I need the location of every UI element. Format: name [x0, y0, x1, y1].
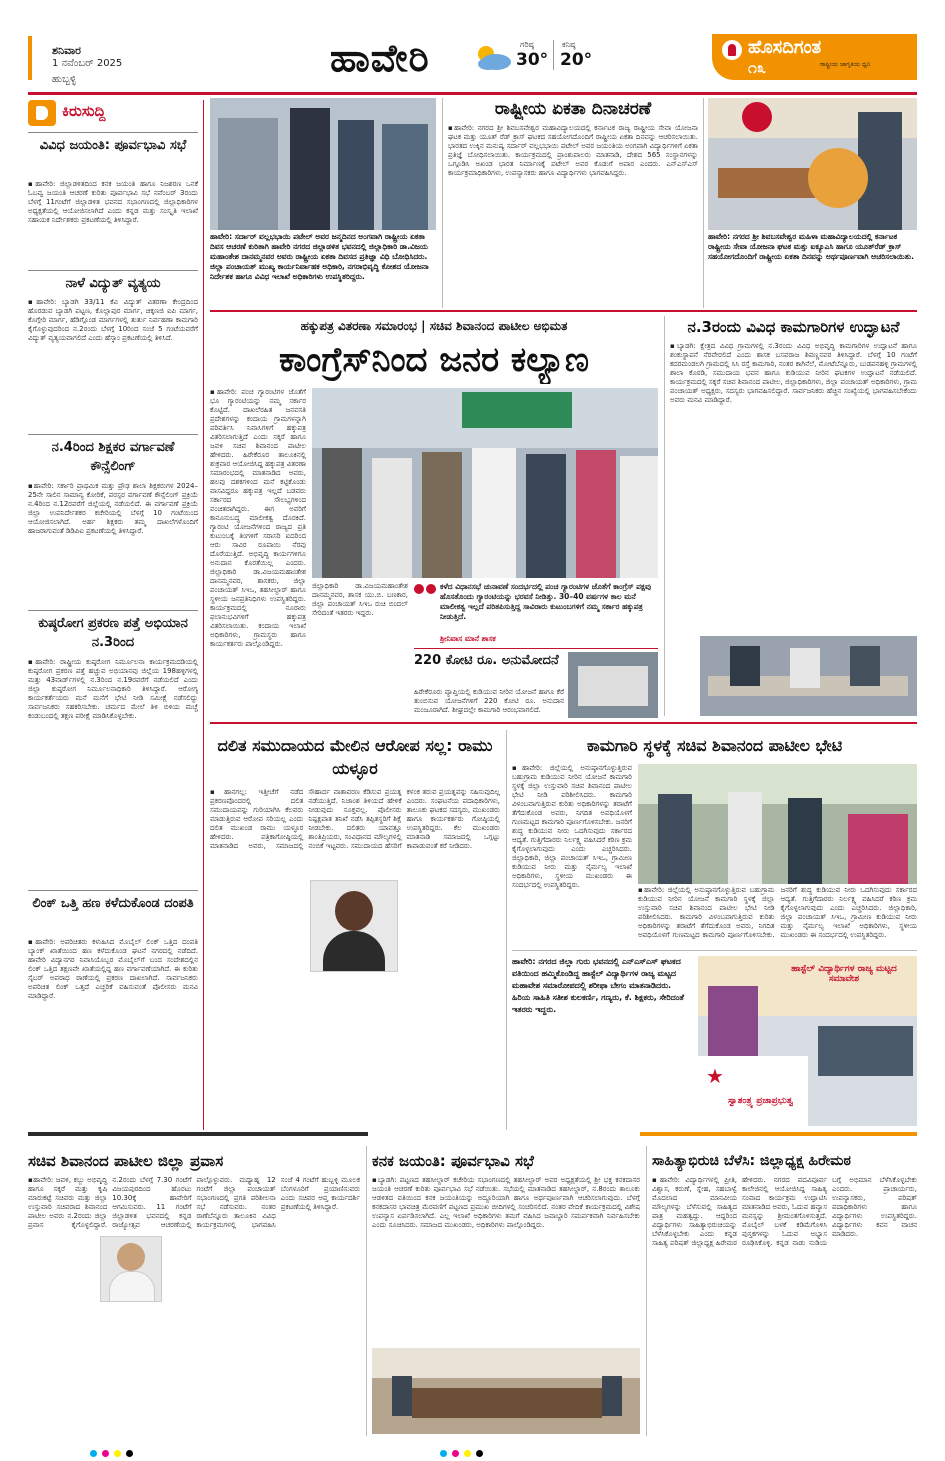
temp-divider: [553, 40, 554, 70]
ramu-headline: ದಲಿತ ಸಮುದಾಯದ ಮೇಲಿನ ಆರೋಪ ಸಲ್ಲ: ರಾಮು ಯಳ್ಳೂರ: [217, 736, 493, 778]
ekata-event-caption: ಹಾವೇರಿ: ನಗರದ ಶ್ರೀ ಶಿವಬಸವೇಶ್ವರ ಮಹಿಳಾ ಮಹಾವಿದ್ಯಾಲಯದಲ್ಲಿ ಕರ್ನಾಟಕ ರಾಷ್ಟ್ರೀಯ ಸೇವಾ ಯೋಜನಾ ಘಟಕ ಮತ್ತು ಐಕ್ಯೂಎಸಿ ಹಾಗೂ ಯೂತ್‌ರೆಡ್ ಕ್ರಾಸ್ ಸಹಯೋಗದೊಂದಿಗೆ ರಾಷ್ಟ್ರೀಯ ಏಕತಾ ದಿನವನ್ನು ಅರ್ಥಪೂರ್ಣವಾಗಿ ಆಚರಿಸಲಾಯಿತು.: [708, 232, 917, 304]
date-accent-bar: [28, 36, 32, 80]
hostel-photo: [698, 956, 917, 1126]
date-label: 1 ನವೆಂಬರ್ 2025: [52, 58, 123, 69]
masthead: [0, 0, 945, 92]
hostel-caption: ಹಾವೇರಿ: ನಗರದ ಜಿಲ್ಲಾ ಗುರು ಭವನದಲ್ಲಿ ಎನ್ಎಸ್ಎಸ್ ಘಟಕದ ವತಿಯಿಂದ ಹಮ್ಮಿಕೊಂಡಿದ್ದ ಹಾಸ್ಟೆಲ್ ವಿದ್ಯಾರ್ಥಿಗಳ ರಾಜ್ಯ ಮಟ್ಟದ ಮಹಾವೇಶ ಸಮಾರೋಪದಲ್ಲಿ ಶರೀಫಾ ಬೇಗಂ ಮಾತನಾಡಿದರು. ಹಿರಿಯ ಸಾಹಿತಿ ಸತೀಶ ಕುಲಕರ್ಣಿ, ಗಣ್ಯರು, ಕೆ. ಶಿಕ್ಷಕರು, ಸೇರಿದಂತೆ ಇತರರು ಇದ್ದರು.: [512, 956, 692, 1126]
kirusuddi-headline-1: ವಿವಿಧ ಜಯಂತಿ: ಪೂರ್ವಭಾವಿ ಸಭೆ: [39, 138, 187, 153]
main-photo: [312, 388, 658, 578]
weather-cloud-sun-icon: [470, 42, 514, 72]
ekata-headline: ರಾಷ್ಟ್ರೀಯ ಏಕತಾ ದಿನಾಚರಣೆ: [494, 99, 652, 119]
kamagari-text: ▪ಹಾವೇರಿ: ಜಿಲ್ಲೆಯಲ್ಲಿ ಅನುಷ್ಠಾನಗೊಳ್ಳುತ್ತಿರುವ ಬಹುಗ್ರಾಮ ಕುಡಿಯುವ ನೀರಿನ ಯೋಜನೆ ಕಾಮಗಾರಿ ಸ್ಥಳಕ್ಕೆ ಜಿಲ್ಲಾ ಉಸ್ತುವಾರಿ ಸಚಿವ ಶಿವಾನಂದ ಪಾಟೀಲ ಭೇಟಿ ನೀಡಿ ಪರಿಶೀಲಿಸಿದರು. ಕಾಮಗಾರಿ ವಿಳಂಬವಾಗುತ್ತಿರುವ ಕುರಿತು ಅಧಿಕಾರಿಗಳನ್ನು ತರಾಟೆಗೆ ತೆಗೆದುಕೊಂಡ ಅವರು, ನಿಗದಿತ ಅವಧಿಯೊಳಗೆ ಗುಣಮಟ್ಟದ ಕಾಮಗಾರಿ ಪೂರ್ಣಗೊಳಿಸಬೇಕು. ಜನರಿಗೆ ಶುದ್ಧ ಕುಡಿಯುವ ನೀರು ಒದಗಿಸುವುದು ಸರ್ಕಾರದ ಆದ್ಯತೆ. ಗುತ್ತಿಗೆದಾರರು ನಿರ್ಲಕ್ಷ್ಯ ವಹಿಸಿದರೆ ಕಠಿಣ ಕ್ರಮ ಕೈಗೊಳ್ಳಲಾಗುವುದು ಎಂದು ಎಚ್ಚರಿಸಿದರು. ಜಿಲ್ಲಾಧಿಕಾರಿ, ಜಿಲ್ಲಾ ಪಂಚಾಯತ್ ಸಿಇಒ, ಗ್ರಾಮೀಣ ಕುಡಿಯುವ ನೀರು ಮತ್ತು ನೈರ್ಮಲ್ಯ ಇಲಾಖೆ ಅಧಿಕಾರಿಗಳು, ಸ್ಥಳೀಯ ಮುಖಂಡರು ಈ ಸಂದರ್ಭದಲ್ಲಿ ಉಪಸ್ಥಿತರಿದ್ದರು.: [512, 764, 632, 889]
main-text: ▪ಹಾವೇರಿ: ಪಂಚ ಗ್ಯಾರಂಟಿಗಳ ಜೊತೆಗೆ ಭೂ ಗ್ಯಾರಂಟಿಯನ್ನು ನಮ್ಮ ಸರ್ಕಾರ ಕೊಟ್ಟಿದೆ. ದಾಖಲೆರಹಿತ ಜನವಸತಿ ಪ್ರದೇಶಗಳನ್ನು ಕಂದಾಯ ಗ್ರಾಮಗಳನ್ನಾಗಿ ಪರಿವರ್ತಿಸಿ ನಿವಾಸಿಗಳಿಗೆ ಹಕ್ಕುಪತ್ರ ವಿತರಿಸಲಾಗುತ್ತಿದೆ ಎಂದು ಸಕ್ಕರೆ ಹಾಗೂ ಜವಳಿ ಸಚಿವ ಶಿವಾನಂದ ಪಾಟೀಲ ಹೇಳಿದರು. ಹಿರೇಕೆರೂರ ತಾಲೂಕಿನಲ್ಲಿ ಶುಕ್ರವಾರ ಆಯೋಜಿಸಿದ್ದ ಹಕ್ಕುಪತ್ರ ವಿತರಣಾ ಸಮಾರಂಭದಲ್ಲಿ ಮಾತನಾಡಿದ ಅವರು, ಹಲವು ದಶಕಗಳಿಂದ ಮನೆ ಕಟ್ಟಿಕೊಂಡು ವಾಸವಿದ್ದರೂ ಹಕ್ಕುಪತ್ರ ಇಲ್ಲದೆ ಬಡವರು ಸರ್ಕಾರದ ಸೌಲಭ್ಯಗಳಿಂದ ವಂಚಿತರಾಗಿದ್ದರು. ಈಗ ಅವರಿಗೆ ಕಾನೂನುಬದ್ಧ ಮಾಲೀಕತ್ವ ದೊರಕಿದೆ. ಗ್ಯಾರಂಟಿ ಯೋಜನೆಗಳಿಂದ ರಾಜ್ಯದ ಪ್ರತಿ ಕುಟುಂಬಕ್ಕೆ ತಿಂಗಳಿಗೆ ಸರಾಸರಿ ಐದರಿಂದ ಆರು ಸಾವಿರ ರೂಪಾಯಿ ನೆರವು ದೊರೆಯುತ್ತಿದೆ. ಅಭಿವೃದ್ಧಿ ಕಾರ್ಯಗಳಿಗೂ ಅನುದಾನ ಕೊರತೆಯಿಲ್ಲ ಎಂದರು. ಜಿಲ್ಲಾಧಿಕಾರಿ ಡಾ.ವಿಜಯಮಹಾಂತೇಶ ದಾನಮ್ಮನವರ, ಶಾಸಕರು, ಜಿಲ್ಲಾ ಪಂಚಾಯತ್ ಸಿಇಒ, ತಹಸೀಲ್ದಾರ್ ಹಾಗೂ ಸ್ಥಳೀಯ ಜನಪ್ರತಿನಿಧಿಗಳು ಉಪಸ್ಥಿತರಿದ್ದರು. ಕಾರ್ಯಕ್ರಮದಲ್ಲಿ ನೂರಾರು ಫಲಾನುಭವಿಗಳಿಗೆ ಹಕ್ಕುಪತ್ರ ವಿತರಿಸಲಾಯಿತು. ಕಂದಾಯ ಇಲಾಖೆ ಅಧಿಕಾರಿಗಳು, ಗ್ರಾಮಸ್ಥರು ಹಾಗೂ ಕಾರ್ಯಕರ್ತರು ಪಾಲ್ಗೊಂಡಿದ್ದರು.: [210, 388, 306, 648]
kamagari-photo: [638, 764, 917, 884]
main-box-headline: 220 ಕೋಟಿ ರೂ. ಅನುಮೋದನೆ: [414, 653, 559, 668]
kirusuddi-headline-5: ಲಿಂಕ್ ಒತ್ತಿ ಹಣ ಕಳೆದುಕೊಂಡ ದಂಪತಿ: [32, 896, 194, 911]
city-label: ಹುಬ್ಬಳ್ಳಿ: [52, 74, 77, 85]
ekata-pledge-photo: [210, 98, 436, 230]
main-small-photo: [568, 652, 658, 718]
ramu-portrait: [310, 880, 398, 972]
bottom-text-3: ▪ಹಾವೇರಿ: ವಿದ್ಯಾರ್ಥಿಗಳಲ್ಲಿ ಪ್ರೀತಿ, ವಿಶ್ವಾಸ, ಕರುಣೆ, ಸ್ನೇಹ, ಸಹಬಾಳ್ವೆ ಮೊದಲಾದ ಮಾನವೀಯ ಮೌಲ್ಯಗಳನ್ನು ಬೆಳೆಸುವಲ್ಲಿ ಸಾಹಿತ್ಯದ ಪಾತ್ರ ಮಹತ್ವದ್ದು. ಆದ್ದರಿಂದ ವಿದ್ಯಾರ್ಥಿಗಳು ಸಾಹಿತ್ಯಾಭಿರುಚಿಯನ್ನು ಬೆಳೆಸಿಕೊಳ್ಳಬೇಕು ಎಂದು ಕನ್ನಡ ಸಾಹಿತ್ಯ ಪರಿಷತ್ ಜಿಲ್ಲಾಧ್ಯಕ್ಷ ಹಿರೇಮಠ ಹೇಳಿದರು. ನಗರದ ಪದವಿಪೂರ್ವ ಕಾಲೇಜಿನಲ್ಲಿ ಆಯೋಜಿಸಿದ್ದ ಸಾಹಿತ್ಯ ಸಂವಾದ ಕಾರ್ಯಕ್ರಮ ಉದ್ಘಾಟಿಸಿ ಮಾತನಾಡಿದ ಅವರು, ಓದುವ ಹವ್ಯಾಸ ಮನಸ್ಸನ್ನು ಶ್ರೀಮಂತಗೊಳಿಸುತ್ತದೆ. ಮೊಬೈಲ್ ಬಳಕೆ ಕಡಿಮೆಗೊಳಿಸಿ ಪುಸ್ತಕಗಳನ್ನು ಓದುವ ಅಭ್ಯಾಸ ರೂಢಿಸಿಕೊಳ್ಳಿ. ಕನ್ನಡ ನಾಡು ನುಡಿಯ ಬಗ್ಗೆ ಅಭಿಮಾನ ಬೆಳೆಸಿಕೊಳ್ಳಬೇಕು ಎಂದರು. ಪ್ರಾಚಾರ್ಯರು, ಉಪನ್ಯಾಸಕರು, ಪರಿಷತ್ ಪದಾಧಿಕಾರಿಗಳು ಹಾಗೂ ವಿದ್ಯಾರ್ಥಿಗಳು ಉಪಸ್ಥಿತರಿದ್ದರು. ವಿದ್ಯಾರ್ಥಿಗಳು ಕವನ ವಾಚನ ಮಾಡಿದರು.: [652, 1176, 917, 1247]
paper-tagline: ರಾಷ್ಟ್ರೀಯ ಜಾಗೃತಿಯ ಧ್ವನಿ: [820, 61, 871, 68]
n3-text: ▪ಬ್ಯಾಡಗಿ: ಕ್ಷೇತ್ರದ ವಿವಿಧ ಗ್ರಾಮಗಳಲ್ಲಿ ನ.3ರಂದು ವಿವಿಧ ಅಭಿವೃದ್ಧಿ ಕಾಮಗಾರಿಗಳ ಉದ್ಘಾಟನೆ ಹಾಗೂ ಶಂಕುಸ್ಥಾಪನೆ ನೆರವೇರಲಿದೆ ಎಂದು ಶಾಸಕ ಬಸವರಾಜ ಶಿವಣ್ಣನವರ ತಿಳಿಸಿದ್ದಾರೆ. ಬೆಳಗ್ಗೆ 10 ಗಂಟೆಗೆ ಕದರಮಂಡಲಗಿ ಗ್ರಾಮದಲ್ಲಿ ಸಿಸಿ ರಸ್ತೆ ಕಾಮಗಾರಿ, ನಂತರ ಕಾಗಿನೆಲೆ, ಮೋಟೆಬೆನ್ನೂರು, ಬುಡಪನಹಳ್ಳಿ ಗ್ರಾಮಗಳಲ್ಲಿ ಶಾಲಾ ಕೊಠಡಿ, ಸಮುದಾಯ ಭವನ ಹಾಗೂ ಕುಡಿಯುವ ನೀರಿನ ಘಟಕಗಳ ಉದ್ಘಾಟನೆ ನಡೆಯಲಿದೆ. ಕಾರ್ಯಕ್ರಮದಲ್ಲಿ ಸಕ್ಕರೆ ಸಚಿವ ಶಿವಾನಂದ ಪಾಟೀಲ, ಜಿಲ್ಲಾಧಿಕಾರಿಗಳು, ಜಿಲ್ಲಾ ಪಂಚಾಯತ್ ಅಧಿಕಾರಿಗಳು, ಗ್ರಾಮ ಪಂಚಾಯತ್ ಅಧ್ಯಕ್ಷರು, ಸದಸ್ಯರು ಭಾಗವಹಿಸಲಿದ್ದಾರೆ. ಸಾರ್ವಜನಿಕರು ಹೆಚ್ಚಿನ ಸಂಖ್ಯೆಯಲ್ಲಿ ಭಾಗವಹಿಸಬೇಕೆಂದು ಅವರು ಮನವಿ ಮಾಡಿದ್ದಾರೆ.: [670, 342, 917, 404]
kirusuddi-title: ಕಿರುಸುದ್ದಿ: [62, 102, 106, 120]
ramu-text: ▪ಹಾನಗಲ್ಲ: ಇತ್ತೀಚೆಗೆ ನಡೆದ ಪ್ರಕರಣವೊಂದರಲ್ಲಿ ದಲಿತ ಸಮುದಾಯವನ್ನು ಗುರಿಯಾಗಿಸಿ ಕೆಲವರು ಮಾಡುತ್ತಿರುವ ಆರೋಪ ಸರಿಯಲ್ಲ ಎಂದು ದಲಿತ ಮುಖಂಡ ರಾಮು ಯಳ್ಳೂರ ಹೇಳಿದರು. ಪತ್ರಿಕಾಗೋಷ್ಠಿಯಲ್ಲಿ ಮಾತನಾಡಿದ ಅವರು, ಸಮಾಜದಲ್ಲಿ ಸೌಹಾರ್ದ ವಾತಾವರಣ ಕೆಡಿಸುವ ಪ್ರಯತ್ನ ನಡೆಯುತ್ತಿದೆ. ನಿಜಾಂಶ ತಿಳಿಯದೆ ಹೇಳಿಕೆ ನೀಡುವುದು ಸೂಕ್ತವಲ್ಲ. ಪೊಲೀಸರು ನಿಷ್ಪಕ್ಷಪಾತ ತನಿಖೆ ನಡೆಸಿ ತಪ್ಪಿತಸ್ಥರಿಗೆ ಶಿಕ್ಷೆ ನೀಡಬೇಕು. ದಲಿತರು ಯಾವತ್ತೂ ಶಾಂತಿಪ್ರಿಯರು, ಸಂವಿಧಾನದ ಮೌಲ್ಯಗಳಲ್ಲಿ ನಂಬಿಕೆ ಇಟ್ಟವರು. ಸಮುದಾಯದ ಹೆಸರಿಗೆ ಕಳಂಕ ತರುವ ಪ್ರಯತ್ನವನ್ನು ಸಹಿಸುವುದಿಲ್ಲ ಎಂದರು. ಸಂಘಟನೆಯ ಪದಾಧಿಕಾರಿಗಳು, ತಾಲೂಕು ಘಟಕದ ಸದಸ್ಯರು, ಮುಖಂಡರು ಹಾಗೂ ಕಾರ್ಯಕರ್ತರು ಗೋಷ್ಠಿಯಲ್ಲಿ ಉಪಸ್ಥಿತರಿದ್ದರು. ಕೆಲ ಮುಖಂಡರು ಮಾತನಾಡಿ ಸಮಾಜದಲ್ಲಿ ಒಗ್ಗಟ್ಟು ಕಾಪಾಡುವಂತೆ ಕರೆ ನೀಡಿದರು.: [210, 788, 500, 850]
kirusuddi-text-1: ▪ಹಾವೇರಿ: ಜಿಲ್ಲಾಡಳಿತದಿಂದ ಕನಕ ಜಯಂತಿ ಹಾಗೂ ನಿಜಶರಣ ಒನಕೆ ಓಬವ್ವ ಜಯಂತಿ ಆಚರಣೆ ಕುರಿತು ಪೂರ್ವಭಾವಿ ಸಭೆ ನವೆಂಬರ್ 3ರಂದು ಬೆಳಗ್ಗೆ 11ಗಂಟೆಗೆ ಜಿಲ್ಲಾಡಳಿತ ಭವನದ ಸಭಾಂಗಣದಲ್ಲಿ ಜಿಲ್ಲಾಧಿಕಾರಿಗಳ ಅಧ್ಯಕ್ಷತೆಯಲ್ಲಿ ಆಯೋಜಿಸಲಾಗಿದೆ ಎಂದು ಕನ್ನಡ ಮತ್ತು ಸಂಸ್ಕೃತಿ ಇಲಾಖೆ ಸಹಾಯಕ ನಿರ್ದೇಶಕರು ಪ್ರಕಟಣೆಯಲ್ಲಿ ತಿಳಿಸಿದ್ದಾರೆ.: [28, 180, 198, 224]
n3-headline: ನ.3ರಂದು ವಿವಿಧ ಕಾಮಗಾರಿಗಳ ಉದ್ಘಾಟನೆ: [687, 318, 900, 336]
hostel-banner-2: ಸ್ವಾತಂತ್ರ್ಯ ಪ್ರಜಾಪ್ರಭುತ್ವ: [728, 1096, 794, 1106]
kirusuddi-text-2: ▪ಹಾವೇರಿ: ಬ್ಯಾಡಗಿ 33/11 ಕೆವಿ ವಿದ್ಯುತ್ ವಿತರಣಾ ಕೇಂದ್ರದಿಂದ ಹೊರಡುವ ಬ್ಯಾಡಗಿ ಪಟ್ಟಣ, ಕೊಲ್ಲಾಪುರ ಮಾರ್ಗ, ಚಿಕ್ಕಣಜಿ ಐಪಿ ಮಾರ್ಗ, ಕೊಗ್ಗೇರಿ ಮಾರ್ಗ, ಹೆಡಿಗ್ಗೊಂಡ ಮಾರ್ಗಗಳಲ್ಲಿ ತುರ್ತು ನಿರ್ವಹಣಾ ಕಾಮಗಾರಿ ಕೈಗೊಳ್ಳುವುದರಿಂದ ನ.2ರಂದು ಬೆಳಗ್ಗೆ 10ರಿಂದ ಸಂಜೆ 5 ಗಂಟೆಯವರೆಗೆ ವಿದ್ಯುತ್ ವ್ಯತ್ಯಯವಾಗಲಿದೆ ಎಂದು ಹೆಸ್ಕಾಂ ಪ್ರಕಟಣೆಯಲ್ಲಿ ತಿಳಿಸಿದೆ.: [28, 298, 198, 342]
main-kicker: ಹಕ್ಕುಪತ್ರ ವಿತರಣಾ ಸಮಾರಂಭ | ಸಚಿವ ಶಿವಾನಂದ ಪಾಟೀಲ ಅಭಿಮತ: [300, 319, 568, 333]
kamagari-headline: ಕಾಮಗಾರಿ ಸ್ಥಳಕ್ಕೆ ಸಚಿವ ಶಿವಾನಂದ ಪಾಟೀಲ ಭೇಟಿ: [586, 736, 843, 755]
bottom-text-2: ▪ಬ್ಯಾಡಗಿ: ಪಟ್ಟಣದ ತಹಸೀಲ್ದಾರ್ ಕಚೇರಿಯ ಸಭಾಂಗಣದಲ್ಲಿ ತಹಸೀಲ್ದಾರ್ ಅವರ ಅಧ್ಯಕ್ಷತೆಯಲ್ಲಿ ಶ್ರೀ ಭಕ್ತ ಕನಕದಾಸರ ಜಯಂತಿ ಆಚರಣೆ ಕುರಿತು ಪೂರ್ವಭಾವಿ ಸಭೆ ನಡೆಯಿತು. ಸಭೆಯಲ್ಲಿ ಮಾತನಾಡಿದ ತಹಸೀಲ್ದಾರ್, ನ.8ರಂದು ತಾಲೂಕು ಆಡಳಿತದ ವತಿಯಿಂದ ಕನಕ ಜಯಂತಿಯನ್ನು ಅದ್ದೂರಿಯಾಗಿ ಹಾಗೂ ಅರ್ಥಪೂರ್ಣವಾಗಿ ಆಚರಿಸಲಾಗುವುದು. ಬೆಳಗ್ಗೆ ಕನಕದಾಸರ ಭಾವಚಿತ್ರ ಮೆರವಣಿಗೆ ಪಟ್ಟಣದ ಪ್ರಮುಖ ಬೀದಿಗಳಲ್ಲಿ ಸಂಚರಿಸಲಿದೆ. ನಂತರ ವೇದಿಕೆ ಕಾರ್ಯಕ್ರಮದಲ್ಲಿ ವಿಶೇಷ ಉಪನ್ಯಾಸ ಏರ್ಪಡಿಸಲಾಗಿದೆ. ಎಲ್ಲ ಇಲಾಖೆ ಅಧಿಕಾರಿಗಳು ತಮಗೆ ವಹಿಸಿದ ಜವಾಬ್ದಾರಿ ಸಮರ್ಪಕವಾಗಿ ನಿರ್ವಹಿಸಬೇಕು ಎಂದು ಸೂಚಿಸಿದರು. ಸಮಾಜದ ಮುಖಂಡರು, ಅಧಿಕಾರಿಗಳು ಪಾಲ್ಗೊಂಡಿದ್ದರು.: [372, 1176, 640, 1229]
ekata-text: ▪ಹಾವೇರಿ: ನಗರದ ಶ್ರೀ ಶಿವಬಸವೇಶ್ವರ ಮಹಾವಿದ್ಯಾಲಯದಲ್ಲಿ ಕರ್ನಾಟಕ ರಾಜ್ಯ ರಾಷ್ಟ್ರೀಯ ಸೇವಾ ಯೋಜನಾ ಘಟಕ ಮತ್ತು ಯೂತ್ ರೆಡ್ ಕ್ರಾಸ್ ಘಟಕದ ಸಹಯೋಗದೊಂದಿಗೆ ರಾಷ್ಟ್ರೀಯ ಏಕತಾ ದಿನವನ್ನು ಆಚರಿಸಲಾಯಿತು. ಭಾರತದ ಉಕ್ಕಿನ ಮನುಷ್ಯ ಸರ್ದಾರ್ ವಲ್ಲಭಭಾಯಿ ಪಟೇಲ್ ಅವರ ಜಯಂತಿಯ ಅಂಗವಾಗಿ ವಿದ್ಯಾರ್ಥಿಗಳಿಗೆ ಏಕತಾ ಪ್ರತಿಜ್ಞೆ ಬೋಧಿಸಲಾಯಿತು. ಕಾರ್ಯಕ್ರಮದಲ್ಲಿ ಪ್ರಾಂಶುಪಾಲರು ಮಾತನಾಡಿ, ದೇಶದ 565 ಸಂಸ್ಥಾನಗಳನ್ನು ಒಗ್ಗೂಡಿಸಿ ಅಖಂಡ ಭಾರತ ನಿರ್ಮಾಣಕ್ಕೆ ಪಟೇಲ್ ಅವರ ಕೊಡುಗೆ ಅಪಾರ ಎಂದರು. ಎನ್ಎಸ್ಎಸ್ ಕಾರ್ಯಕ್ರಮಾಧಿಕಾರಿಗಳು, ಉಪನ್ಯಾಸಕರು ಹಾಗೂ ವಿದ್ಯಾರ್ಥಿಗಳು ಭಾಗವಹಿಸಿದ್ದರು.: [448, 124, 698, 177]
ekata-pledge-caption: ಹಾವೇರಿ: ಸರ್ದಾರ್ ವಲ್ಲಭಭಾಯಿ ಪಟೇಲ್ ಅವರ ಜನ್ಮದಿನದ ಅಂಗವಾಗಿ ರಾಷ್ಟ್ರೀಯ ಏಕತಾ ದಿವಸ ಆಚರಣೆ ಕುರಿತಾಗಿ ಹಾವೇರಿ ನಗರದ ಜಿಲ್ಲಾಡಳಿತ ಭವನದಲ್ಲಿ ಜಿಲ್ಲಾಧಿಕಾರಿ ಡಾ.ವಿಜಯ ಮಹಾಂತೇಶ ದಾನಮ್ಮನವರ ಅವರು ರಾಷ್ಟ್ರೀಯ ಏಕತಾ ದಿವಸದ ಪ್ರತಿಜ್ಞಾ ವಿಧಿ ಬೋಧಿಸಿದರು. ಜಿಲ್ಲಾ ಪಂಚಾಯತ್ ಮುಖ್ಯ ಕಾರ್ಯನಿರ್ವಾಹಕ ಅಧಿಕಾರಿ, ನಗರಾಭಿವೃದ್ಧಿ ಕೋಶದ ಯೋಜನಾ ನಿರ್ದೇಶಕ ಹಾಗೂ ವಿವಿಧ ಇಲಾಖೆ ಅಧಿಕಾರಿಗಳು ಉಪಸ್ಥಿತರಿದ್ದರು.: [210, 232, 436, 304]
max-temp-value: 30°: [516, 50, 549, 70]
kirusuddi-headline-3: ನ.4ರಿಂದ ಶಿಕ್ಷಕರ ವರ್ಗಾವಣೆ ಕೌನ್ಸೆಲಿಂಗ್: [51, 440, 175, 474]
paper-logo-emblem-icon: [722, 40, 742, 60]
registration-marks-center: [440, 1442, 500, 1450]
column-divider: [203, 100, 204, 1130]
star-icon: ★: [706, 1064, 724, 1088]
kirusuddi-headline-4: ಕುಷ್ಠರೋಗ ಪ್ರಕರಣ ಪತ್ತೆ ಅಭಿಯಾನ ನ.3ರಿಂದ: [38, 616, 188, 650]
page-number: ೧೩: [748, 58, 766, 77]
kirusuddi-text-4: ▪ಹಾವೇರಿ: ರಾಷ್ಟ್ರೀಯ ಕುಷ್ಠರೋಗ ನಿರ್ಮೂಲನಾ ಕಾರ್ಯಕ್ರಮದಡಿಯಲ್ಲಿ ಕುಷ್ಠರೋಗ ಪ್ರಕರಣ ಪತ್ತೆ ಹಚ್ಚುವ ಅಭಿಯಾನವು ಜಿಲ್ಲೆಯ 198ಹಳ್ಳಿಗಳಲ್ಲಿ ಮತ್ತು 43ವಾರ್ಡ್‌ಗಳಲ್ಲಿ ನ.3ರಿಂದ ನ.19ರವರೆಗೆ ನಡೆಯಲಿದೆ ಎಂದು ಜಿಲ್ಲಾ ಕುಷ್ಠರೋಗ ನಿರ್ಮೂಲನಾಧಿಕಾರಿ ತಿಳಿಸಿದ್ದಾರೆ. ಆರೋಗ್ಯ ಕಾರ್ಯಕರ್ತೆಯರು ಮನೆ ಮನೆಗೆ ಭೇಟಿ ನೀಡಿ ಸಮೀಕ್ಷೆ ನಡೆಸಲಿದ್ದು ಸಾರ್ವಜನಿಕರು ಸಹಕರಿಸಬೇಕು. ಚರ್ಮದ ಮೇಲೆ ತಿಳಿ ಬಿಳಿಯ ಮಚ್ಚೆ ಕಂಡುಬಂದಲ್ಲಿ ತಕ್ಷಣ ಪರೀಕ್ಷೆ ಮಾಡಿಸಿಕೊಳ್ಳಬೇಕು.: [28, 658, 198, 720]
main-quote: ಕಳೆದ ವಿಧಾನಸಭೆ ಚುನಾವಣೆ ಸಂದರ್ಭದಲ್ಲಿ ಪಂಚ ಗ್ಯಾರಂಟಿಗಳ ಜೊತೆಗೆ ಕಾಂಗ್ರೆಸ್ ಪಕ್ಷವು ಹೊಸತೊಂದು ಗ್ಯಾರಂಟಿಯನ್ನು ಭರವಸೆ ನೀಡಿತ್ತು. 30–40 ವರ್ಷಗಳ ಕಾಲ ಮನೆ ಮಾಲೀಕತ್ವ ಇಲ್ಲದೆ ಪರಿತಪಿಸುತ್ತಿದ್ದ ಸಾವಿರಾರು ಕುಟುಂಬಗಳಿಗೆ ನಮ್ಮ ಸರ್ಕಾರ ಹಕ್ಕುಪತ್ರ ನೀಡುತ್ತಿದೆ.: [440, 582, 652, 621]
day-label: ಶನಿವಾರ: [52, 44, 81, 57]
min-temp-value: 20°: [560, 50, 593, 70]
bottom-headline-1: ಸಚಿವ ಶಿವಾನಂದ ಪಾಟೀಲ ಜಿಲ್ಲಾ ಪ್ರವಾಸ: [28, 1152, 224, 1170]
hostel-banner: ಹಾಸ್ಟೆಲ್ ವಿದ್ಯಾರ್ಥಿಗಳ ರಾಜ್ಯ ಮಟ್ಟದ ಸಮಾವೇಶ: [791, 964, 897, 984]
kirusuddi-text-3: ▪ಹಾವೇರಿ: ಸರ್ಕಾರಿ ಪ್ರಾಥಮಿಕ ಮತ್ತು ಪ್ರೌಢ ಶಾಲಾ ಶಿಕ್ಷಕರುಗಳ 2024–25ನೇ ಸಾಲಿನ ಸಾಮಾನ್ಯ ಕೋರಿಕೆ, ಪರಸ್ಪರ ವರ್ಗಾವಣೆ ಕೌನ್ಸೆಲಿಂಗ್ ಪ್ರಕ್ರಿಯೆ ನ.4ರಿಂದ ನ.12ರವರೆಗೆ ಜಿಲ್ಲೆಯಲ್ಲಿ ನಡೆಯಲಿದೆ. ಈ ವರ್ಗಾವಣೆ ಪ್ರಕ್ರಿಯೆ ಜಿಲ್ಲಾ ಉಪನಿರ್ದೇಶಕರ ಕಚೇರಿಯಲ್ಲಿ ಬೆಳಗ್ಗೆ 10 ಗಂಟೆಯಿಂದ ಆಯೋಜಿಸಲಾಗಿದೆ. ಅರ್ಹ ಶಿಕ್ಷಕರು ತಮ್ಮ ದಾಖಲೆಗಳೊಂದಿಗೆ ಹಾಜರಾಗುವಂತೆ ಡಿಡಿಪಿಐ ಪ್ರಕಟಣೆಯಲ್ಲಿ ತಿಳಿಸಿದ್ದಾರೆ.: [28, 482, 198, 535]
minister-portrait: [100, 1236, 162, 1302]
main-box-text: ಹಿರೇಕೆರೂರು ವ್ಯಾಪ್ತಿಯಲ್ಲಿ ಕುಡಿಯುವ ನೀರಿನ ಯೋಜನೆ ಹಾಗೂ ಕೆರೆ ತುಂಬಿಸುವ ಯೋಜನೆಗಳಿಗೆ 220 ಕೋಟಿ ರೂ. ಅನುದಾನ ಮಂಜೂರಾಗಿದೆ. ಶೀಘ್ರದಲ್ಲೇ ಕಾಮಗಾರಿ ಆರಂಭವಾಗಲಿದೆ.: [414, 688, 564, 714]
masthead-rule: [28, 92, 917, 95]
main-headline: ಕಾಂಗ್ರೆಸ್‌ನಿಂದ ಜನರ ಕಲ್ಯಾಣ: [278, 340, 590, 380]
kamagari-text-2: ▪ಹಾವೇರಿ: ಜಿಲ್ಲೆಯಲ್ಲಿ ಅನುಷ್ಠಾನಗೊಳ್ಳುತ್ತಿರುವ ಬಹುಗ್ರಾಮ ಕುಡಿಯುವ ನೀರಿನ ಯೋಜನೆ ಕಾಮಗಾರಿ ಸ್ಥಳಕ್ಕೆ ಜಿಲ್ಲಾ ಉಸ್ತುವಾರಿ ಸಚಿವ ಶಿವಾನಂದ ಪಾಟೀಲ ಭೇಟಿ ನೀಡಿ ಪರಿಶೀಲಿಸಿದರು. ಕಾಮಗಾರಿ ವಿಳಂಬವಾಗುತ್ತಿರುವ ಕುರಿತು ಅಧಿಕಾರಿಗಳನ್ನು ತರಾಟೆಗೆ ತೆಗೆದುಕೊಂಡ ಅವರು, ನಿಗದಿತ ಅವಧಿಯೊಳಗೆ ಗುಣಮಟ್ಟದ ಕಾಮಗಾರಿ ಪೂರ್ಣಗೊಳಿಸಬೇಕು. ಜನರಿಗೆ ಶುದ್ಧ ಕುಡಿಯುವ ನೀರು ಒದಗಿಸುವುದು ಸರ್ಕಾರದ ಆದ್ಯತೆ. ಗುತ್ತಿಗೆದಾರರು ನಿರ್ಲಕ್ಷ್ಯ ವಹಿಸಿದರೆ ಕಠಿಣ ಕ್ರಮ ಕೈಗೊಳ್ಳಲಾಗುವುದು ಎಂದು ಎಚ್ಚರಿಸಿದರು. ಜಿಲ್ಲಾಧಿಕಾರಿ, ಜಿಲ್ಲಾ ಪಂಚಾಯತ್ ಸಿಇಒ, ಗ್ರಾಮೀಣ ಕುಡಿಯುವ ನೀರು ಮತ್ತು ನೈರ್ಮಲ್ಯ ಇಲಾಖೆ ಅಧಿಕಾರಿಗಳು, ಸ್ಥಳೀಯ ಮುಖಂಡರು ಈ ಸಂದರ್ಭದಲ್ಲಿ ಉಪಸ್ಥಿತರಿದ್ದರು.: [638, 886, 917, 939]
main-photo-caption: ಜಿಲ್ಲಾಧಿಕಾರಿ ಡಾ.ವಿಜಯಮಹಾಂತೇಶ ದಾನಮ್ಮನವರ, ಶಾಸಕ ಯು.ಬಿ. ಬಣಕಾರ, ಜಿಲ್ಲಾ ಪಂಚಾಯತ್ ಸಿಇಒ ರುಚಿ ಬಿಂದಲ್ ಸೇರಿದಂತೆ ಇತರರು ಇದ್ದರು.: [312, 582, 408, 617]
bottom-headline-3: ಸಾಹಿತ್ಯಾಭಿರುಚಿ ಬೆಳೆಸಿ: ಜಿಲ್ಲಾಧ್ಯಕ್ಷ ಹಿರೇಮಠ: [652, 1153, 851, 1169]
quote-mark-icon: [414, 584, 438, 604]
ekata-event-photo: [708, 98, 917, 230]
max-temp-label: ಗರಿಷ್ಠ: [520, 40, 534, 49]
kirusuddi-headline-2: ನಾಳೆ ವಿದ್ಯುತ್ ವ್ಯತ್ಯಯ: [65, 276, 161, 291]
main-quote-author: ಶ್ರೀನಿವಾಸ ಮಾನೆ ಶಾಸಕ: [440, 634, 496, 643]
kirusuddi-text-5: ▪ಹಾವೇರಿ: ಅಪರಿಚಿತರು ಕಳುಹಿಸಿದ ಮೊಬೈಲ್ ಲಿಂಕ್ ಒತ್ತಿದ ದಂಪತಿ ಬ್ಯಾಂಕ್ ಖಾತೆಯಿಂದ ಹಣ ಕಳೆದುಕೊಂಡ ಘಟನೆ ನಗರದಲ್ಲಿ ನಡೆದಿದೆ. ಹಾವೇರಿ ವಿದ್ಯಾನಗರ ನಿವಾಸಿಯೊಬ್ಬರ ಮೊಬೈಲ್‌ಗೆ ಬಂದ ಸಂದೇಶದಲ್ಲಿನ ಲಿಂಕ್ ಒತ್ತಿದ ತಕ್ಷಣವೇ ಖಾತೆಯಲ್ಲಿದ್ದ ಹಣ ವರ್ಗಾವಣೆಯಾಗಿದೆ. ಈ ಕುರಿತು ಸೈಬರ್ ಅಪರಾಧ ಠಾಣೆಯಲ್ಲಿ ಪ್ರಕರಣ ದಾಖಲಾಗಿದೆ. ಸಾರ್ವಜನಿಕರು ಅಪರಿಚಿತ ಲಿಂಕ್ ಒತ್ತದೆ ಎಚ್ಚರಿಕೆ ವಹಿಸುವಂತೆ ಪೊಲೀಸರು ಮನವಿ ಮಾಡಿದ್ದಾರೆ.: [28, 938, 198, 1000]
min-temp-label: ಕನಿಷ್ಠ: [562, 40, 576, 49]
bottom-text-1: ▪ಹಾವೇರಿ: ಜವಳಿ, ಕಬ್ಬು ಅಭಿವೃದ್ಧಿ ಹಾಗೂ ಸಕ್ಕರೆ ಮತ್ತು ಕೃಷಿ ಮಾರುಕಟ್ಟೆ ಸಚಿವರು ಮತ್ತು ಜಿಲ್ಲಾ ಉಸ್ತುವಾರಿ ಸಚಿವರಾದ ಶಿವಾನಂದ ಪಾಟೀಲ ಅವರು ನ.2ರಂದು ಜಿಲ್ಲಾ ಪ್ರವಾಸ ಕೈಗೊಳ್ಳಲಿದ್ದಾರೆ. ನ.2ರಂದು ಬೆಳಗ್ಗೆ 7.30 ಗಂಟೆಗೆ ವಿಜಯಪುರದಿಂದ ಹೊರಟು 10.30ಕ್ಕೆ ಹಾವೇರಿಗೆ ಆಗಮಿಸುವರು. 11 ಗಂಟೆಗೆ ಜಿಲ್ಲಾಡಳಿತ ಭವನದಲ್ಲಿ ಕನ್ನಡ ರಾಜ್ಯೋತ್ಸವ ಆಚರಣೆಯಲ್ಲಿ ಪಾಲ್ಗೊಳ್ಳುವರು. ಮಧ್ಯಾಹ್ನ 12 ಗಂಟೆಗೆ ಜಿಲ್ಲಾ ಪಂಚಾಯತ್ ಸಭಾಂಗಣದಲ್ಲಿ ಪ್ರಗತಿ ಪರಿಶೀಲನಾ ಸಭೆ ನಡೆಸುವರು. ನಂತರ ರಾಣೆಬೆನ್ನೂರು ತಾಲೂಕಿನ ವಿವಿಧ ಕಾರ್ಯಕ್ರಮಗಳಲ್ಲಿ ಭಾಗವಹಿಸಿ ಸಂಜೆ 4 ಗಂಟೆಗೆ ಹುಬ್ಬಳ್ಳಿ ಮೂಲಕ ಬೆಂಗಳೂರಿಗೆ ಪ್ರಯಾಣಿಸುವರು ಎಂದು ಸಚಿವರ ಆಪ್ತ ಕಾರ್ಯದರ್ಶಿ ಪ್ರಕಟಣೆಯಲ್ಲಿ ತಿಳಿಸಿದ್ದಾರೆ.: [28, 1176, 360, 1229]
district-title: ಹಾವೇರಿ: [330, 36, 430, 80]
kirusuddi-column: [28, 100, 198, 1110]
paper-name: ಹೊಸದಿಗಂತ: [748, 37, 822, 58]
paper-logo-panel: [712, 34, 917, 80]
registration-marks: [90, 1442, 150, 1450]
kanaka-meeting-photo: [372, 1348, 640, 1434]
n3-photo: [700, 636, 917, 716]
bottom-headline-2: ಕನಕ ಜಯಂತಿ: ಪೂರ್ವಭಾವಿ ಸಭೆ: [372, 1152, 534, 1170]
megaphone-icon: [28, 100, 56, 126]
